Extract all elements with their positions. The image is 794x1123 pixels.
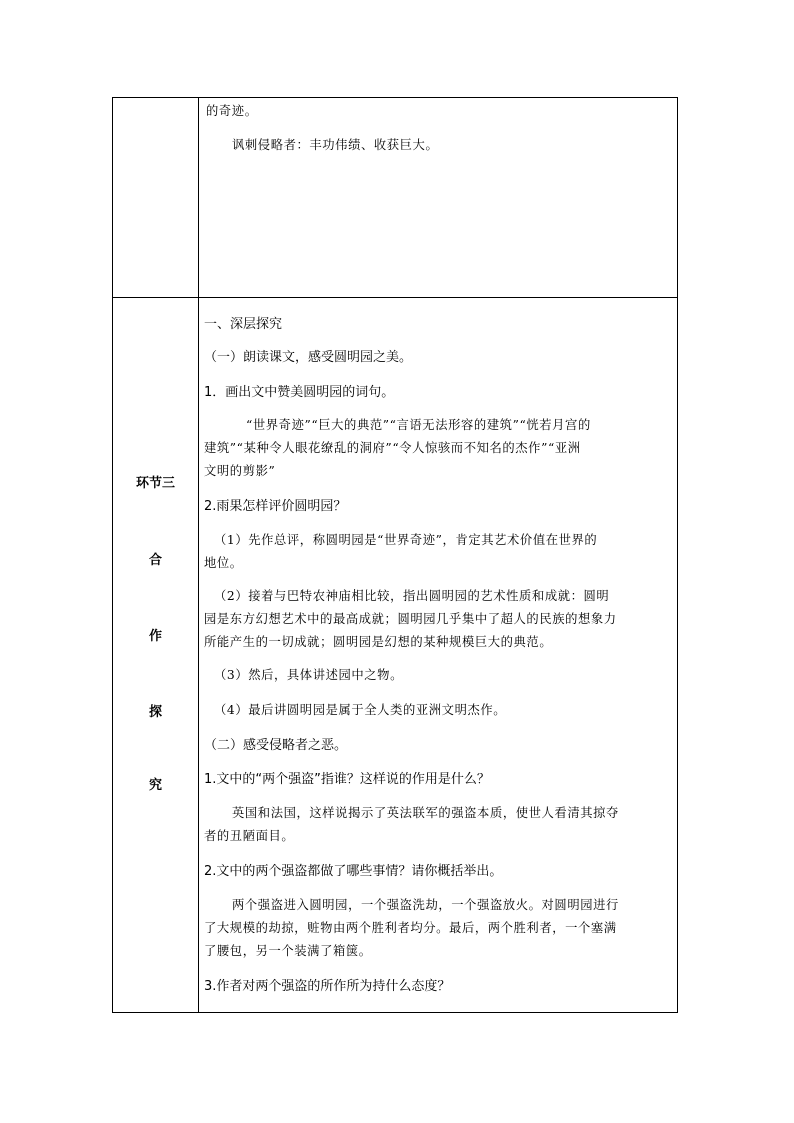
- row1-label-cell: [113, 98, 199, 298]
- answer-line: （4）最后讲圆明园是属于全人类的亚洲文明杰作。: [214, 703, 507, 717]
- answer-line: 英国和法国，这样说揭示了英法联军的强盗本质，使世人看清其掠夺: [232, 806, 619, 820]
- answer-line: （1）先作总评，称圆明园是“世界奇迹”，肯定其艺术价值在世界的: [214, 533, 598, 547]
- section-label-char: 合: [148, 553, 162, 568]
- answer-line: 者的丑陋面目。: [204, 829, 295, 843]
- question-line: 3.作者对两个强盗的所作所为持什么态度？: [204, 979, 451, 994]
- answer-line: 地位。: [204, 556, 243, 570]
- answer-line: 两个强盗进入圆明园，一个强盗洗劫，一个强盗放火。对圆明园进行: [232, 898, 619, 912]
- answer-line: “世界奇迹”“巨大的典范”“言语无法形容的建筑”“恍若月宫的: [246, 418, 591, 432]
- answer-line: 所能产生的一切成就；圆明园是幻想的某种规模巨大的典范。: [204, 635, 553, 649]
- section-label-char: 探: [148, 705, 162, 720]
- answer-line: 建筑”“某种令人眼花缭乱的洞府”“令人惊骇而不知名的杰作”“亚洲: [204, 441, 581, 455]
- subheading-line: （二）感受侵略者之恶。: [204, 738, 348, 753]
- section-content-cell: [199, 298, 678, 1013]
- section-label-char: 作: [148, 629, 162, 644]
- answer-line: 了大规模的劫掠，赃物由两个胜利者均分。最后，两个胜利者，一个塞满: [204, 921, 617, 935]
- text-line: 的奇迹。: [206, 104, 258, 118]
- question-line: 1.文中的“两个强盗”指谁？这样说的作用是什么？: [204, 772, 490, 787]
- table-row: [113, 298, 678, 1013]
- answer-line: 文明的剪影”: [204, 464, 276, 478]
- section-label-cell: [113, 298, 199, 1013]
- question-line: 2.雨果怎样评价圆明园？: [204, 499, 347, 514]
- subheading-line: （一）朗读课文，感受圆明园之美。: [204, 350, 413, 365]
- text-line: 讽刺侵略者：丰功伟绩、收获巨大。: [232, 138, 439, 152]
- answer-line: （2）接着与巴特农神庙相比较，指出圆明园的艺术性质和成就：圆明: [214, 589, 610, 603]
- answer-line: （3）然后，具体讲述园中之物。: [214, 668, 403, 682]
- row1-content-cell: [199, 98, 678, 298]
- answer-line: 园是东方幻想艺术中的最高成就；圆明园几乎集中了超人的民族的想象力: [204, 612, 617, 626]
- section-title: 环节三: [135, 476, 175, 491]
- section-label-char: 究: [148, 778, 162, 793]
- question-line: 1．画出文中赞美圆明园的词句。: [204, 385, 395, 400]
- heading-line: 一、深层探究: [204, 317, 283, 332]
- table-row: [113, 98, 678, 298]
- answer-line: 了腰包，另一个装满了箱箧。: [204, 944, 372, 958]
- question-line: 2.文中的两个强盗都做了哪些事情？请你概括举出。: [204, 864, 503, 879]
- lesson-table: [112, 97, 678, 1013]
